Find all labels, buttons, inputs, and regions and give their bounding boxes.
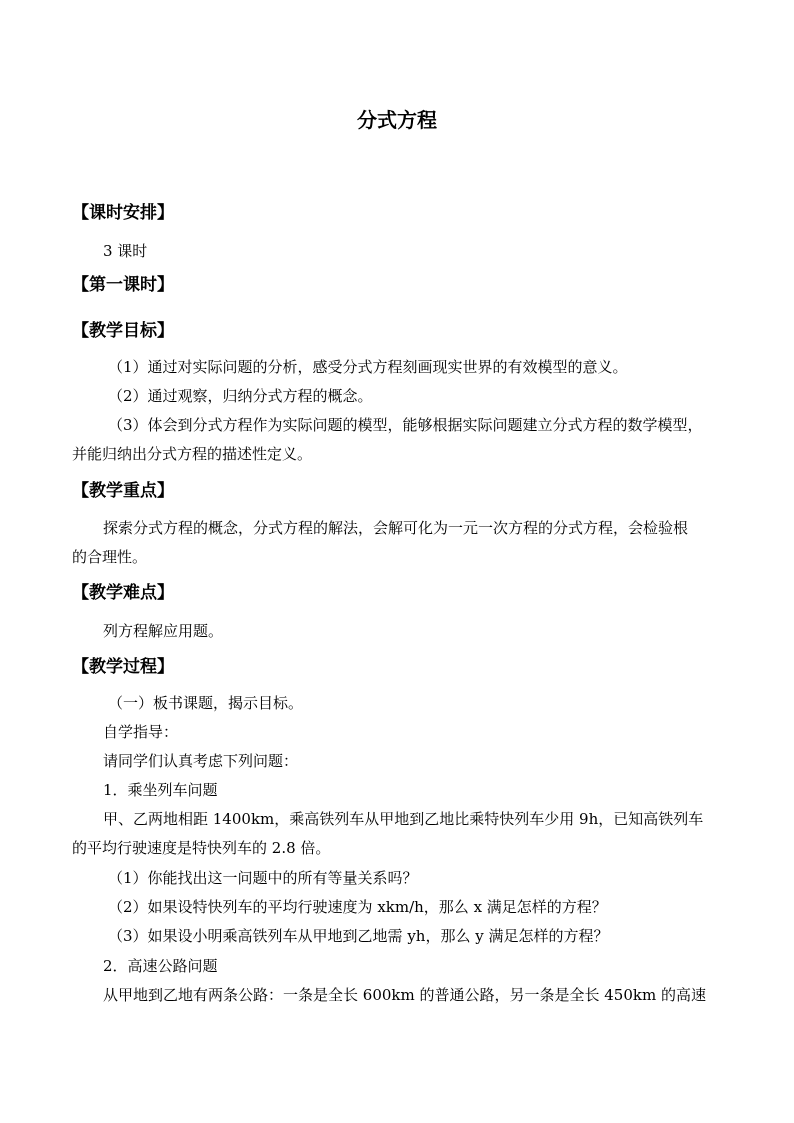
heading-difficulties: 【教学难点】 <box>72 583 174 603</box>
objective-item: （2）通过观察，归纳分式方程的概念。 <box>108 387 373 405</box>
heading-first-lesson: 【第一课时】 <box>72 275 174 295</box>
schedule-text: 3 课时 <box>103 242 148 260</box>
process-line: 1．乘坐列车问题 <box>103 781 218 799</box>
process-line: 请同学们认真考虑下列问题： <box>103 752 299 770</box>
process-line: 2．高速公路问题 <box>103 957 218 975</box>
objective-item: （3）体会到分式方程作为实际问题的模型，能够根据实际问题建立分式方程的数学模型， <box>108 416 703 434</box>
heading-process: 【教学过程】 <box>72 657 174 677</box>
difficulties-text: 列方程解应用题。 <box>103 622 224 640</box>
heading-objectives: 【教学目标】 <box>72 321 174 341</box>
process-line: 甲、乙两地相距 1400km，乘高铁列车从甲地到乙地比乘特快列车少用 9h，已知高铁列车 <box>103 810 704 828</box>
process-line: （2）如果设特快列车的平均行驶速度为 xkm/h，那么 x 满足怎样的方程？ <box>108 898 607 916</box>
objective-item: （1）通过对实际问题的分析，感受分式方程刻画现实世界的有效模型的意义。 <box>108 358 628 376</box>
key-points-line: 探索分式方程的概念，分式方程的解法，会解可化为一元一次方程的分式方程，会检验根 <box>103 519 689 537</box>
process-line: 的平均行驶速度是特快列车的 2.8 倍。 <box>72 839 331 857</box>
process-line: （3）如果设小明乘高铁列车从甲地到乙地需 yh，那么 y 满足怎样的方程？ <box>108 927 609 945</box>
process-line: （1）你能找出这一问题中的所有等量关系吗？ <box>108 869 418 887</box>
objective-item: 并能归纳出分式方程的描述性定义。 <box>72 445 313 463</box>
process-line: （一）板书课题，揭示目标。 <box>108 694 304 712</box>
key-points-line: 的合理性。 <box>72 548 148 566</box>
process-line: 从甲地到乙地有两条公路：一条是全长 600km 的普通公路，另一条是全长 450km 的高速 <box>103 986 706 1004</box>
process-line: 自学指导： <box>103 723 179 741</box>
page-title: 分式方程 <box>357 108 437 132</box>
heading-key-points: 【教学重点】 <box>72 481 174 501</box>
heading-schedule: 【课时安排】 <box>72 203 174 223</box>
